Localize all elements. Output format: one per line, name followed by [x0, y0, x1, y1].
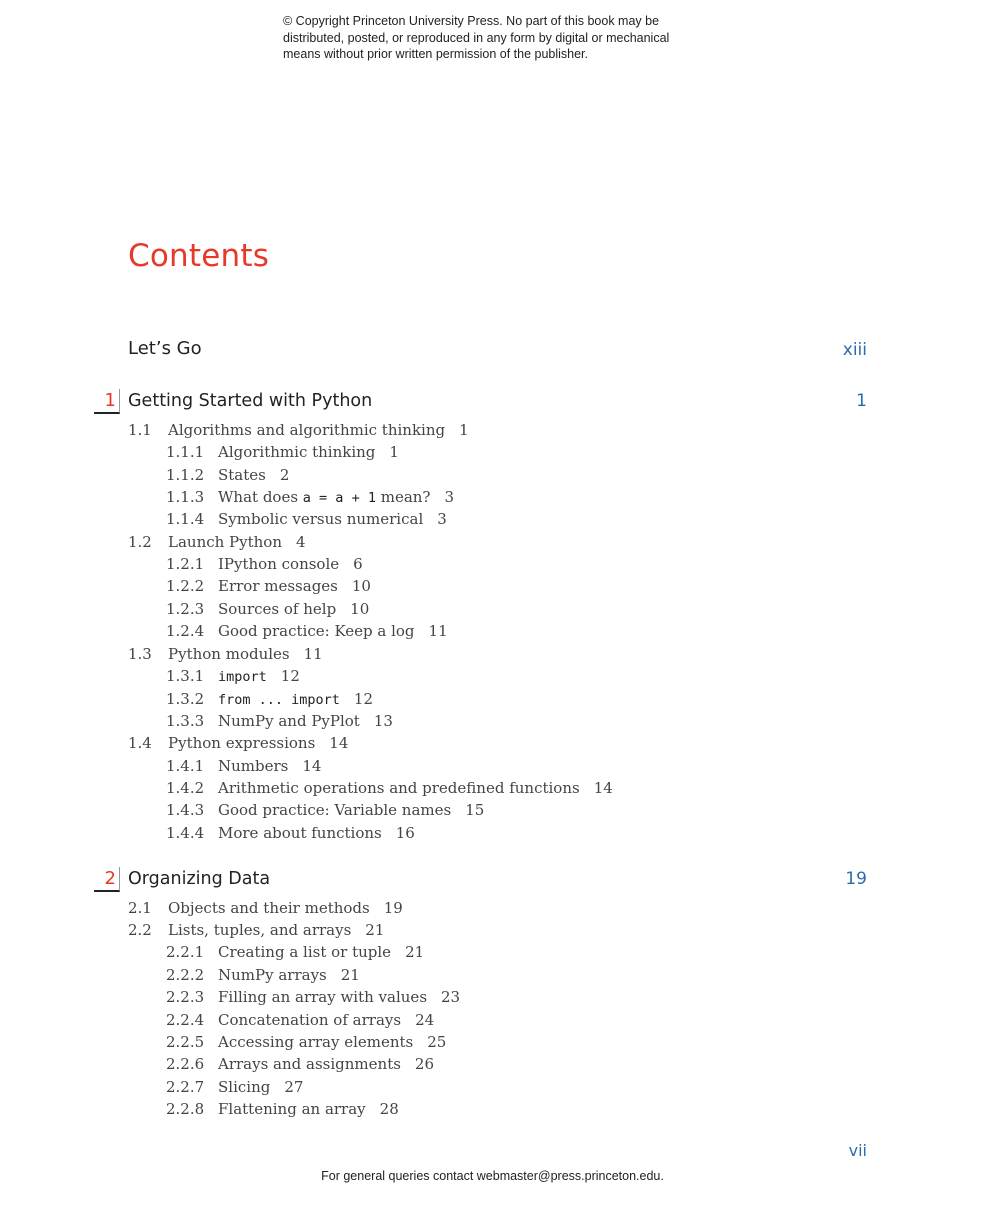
section-title: Lists, tuples, and arrays [168, 921, 352, 939]
section-number: 1.1 [128, 421, 152, 439]
toc-subsection [166, 778, 613, 798]
toc-subsection [166, 689, 373, 710]
copyright-line: distributed, posted, or reproduced in any form by digital or mechanical [283, 30, 670, 45]
toc-subsection [166, 1054, 434, 1074]
subsection-page: 25 [427, 1033, 447, 1051]
section-number: 1.3 [128, 645, 152, 663]
subsection-title: Good practice: Variable names [218, 801, 452, 819]
subsection-title: Good practice: Keep a log [218, 622, 415, 640]
section-page: 21 [365, 921, 385, 939]
subsection-number: 1.2.2 [166, 577, 205, 595]
chapter-title: Organizing Data [128, 869, 271, 889]
subsection-page: 10 [350, 600, 370, 618]
toc-subsection [166, 965, 360, 985]
subsection-page: 12 [280, 667, 300, 685]
toc-subsection [166, 599, 369, 619]
page-title: Contents [128, 238, 270, 274]
section-number: 2.2 [128, 921, 152, 939]
toc-subsection [166, 666, 300, 687]
subsection-page: 24 [415, 1011, 435, 1029]
subsection-page: 27 [284, 1078, 304, 1096]
subsection-number: 2.2.4 [166, 1011, 205, 1029]
copyright-line: © Copyright Princeton University Press. No part of this book may be [283, 14, 660, 28]
subsection-number: 1.4.1 [166, 757, 205, 775]
subsection-page: 21 [405, 943, 425, 961]
section-title: Objects and their methods [168, 899, 370, 917]
subsection-title: Concatenation of arrays [218, 1011, 402, 1029]
section-page: 19 [383, 899, 403, 917]
subsection-title: Algorithmic thinking [218, 443, 376, 461]
section-number: 2.1 [128, 899, 152, 917]
subsection-number: 2.2.1 [166, 943, 205, 961]
section-title: Launch Python [168, 533, 283, 551]
subsection-title-code: import [218, 669, 267, 685]
subsection-number: 1.1.4 [166, 510, 205, 528]
subsection-number: 1.3.1 [166, 667, 205, 685]
subsection-page: 1 [389, 443, 399, 461]
subsection-number: 2.2.2 [166, 966, 205, 984]
subsection-page: 6 [353, 555, 363, 573]
section-number: 1.2 [128, 533, 152, 551]
subsection-page: 23 [441, 988, 461, 1006]
subsection-number: 1.4.4 [166, 824, 205, 842]
subsection-title: NumPy and PyPlot [218, 712, 360, 730]
subsection-title: Creating a list or tuple [218, 943, 392, 961]
chapter-page: 1 [856, 391, 867, 411]
section-number: 1.4 [128, 734, 152, 752]
chapter-page: 19 [845, 869, 867, 889]
toc-section [128, 733, 348, 753]
subsection-title: Filling an array with values [218, 988, 428, 1006]
toc-subsection [166, 711, 393, 731]
toc-subsection [166, 942, 424, 962]
section-title: Python modules [168, 645, 290, 663]
chapter-number: 2 [94, 867, 120, 892]
subsection-page: 12 [353, 690, 374, 708]
footer-contact: For general queries contact webmaster@press.princeton.edu. [321, 1169, 664, 1183]
toc-subsection [166, 442, 399, 462]
subsection-page: 13 [373, 712, 393, 730]
subsection-title: Accessing array elements [218, 1033, 414, 1051]
subsection-page: 26 [414, 1055, 435, 1073]
subsection-title: IPython console [218, 555, 340, 573]
subsection-number: 1.3.2 [166, 690, 205, 708]
subsection-title-text: mean? [375, 488, 431, 506]
copyright-notice [283, 13, 723, 63]
toc-subsection [166, 823, 415, 843]
subsection-number: 2.2.6 [166, 1055, 205, 1073]
subsection-number: 1.2.1 [166, 555, 205, 573]
subsection-page: 10 [351, 577, 371, 595]
subsection-number: 2.2.7 [166, 1078, 205, 1096]
toc-subsection [166, 987, 460, 1007]
toc-section [128, 920, 384, 940]
subsection-number: 2.2.5 [166, 1033, 205, 1051]
subsection-title: Slicing [218, 1078, 271, 1096]
subsection-title-text: What does [218, 488, 303, 506]
toc-subsection [166, 621, 448, 641]
section-page: 4 [296, 533, 306, 551]
toc-subsection [166, 800, 484, 820]
page-folio: vii [848, 1141, 867, 1160]
chapter-number: 1 [94, 389, 120, 414]
subsection-page: 3 [444, 488, 455, 506]
toc-subsection [166, 756, 321, 776]
front-matter-page: xiii [842, 340, 867, 360]
toc-subsection [166, 487, 454, 508]
subsection-page: 11 [428, 622, 448, 640]
toc-subsection [166, 1077, 303, 1097]
subsection-title: Arithmetic operations and predefined functions [218, 779, 580, 797]
section-title: Python expressions [168, 734, 316, 752]
section-page: 14 [329, 734, 349, 752]
subsection-page: 21 [340, 966, 360, 984]
section-title: Algorithms and algorithmic thinking [168, 421, 446, 439]
subsection-title-code: a = a + 1 [302, 490, 376, 506]
subsection-number: 1.2.3 [166, 600, 205, 618]
subsection-number: 1.1.2 [166, 466, 205, 484]
toc-subsection [166, 509, 447, 529]
front-matter-title: Let’s Go [128, 338, 202, 359]
toc-section [128, 532, 306, 552]
subsection-title: NumPy arrays [218, 966, 327, 984]
toc-section [128, 644, 323, 664]
toc-subsection [166, 554, 363, 574]
subsection-number: 1.1.3 [166, 488, 205, 506]
chapter-heading [0, 867, 985, 893]
subsection-title: More about functions [218, 824, 382, 842]
subsection-page: 15 [465, 801, 485, 819]
subsection-title: Error messages [218, 577, 338, 595]
subsection-title: Arrays and assignments [218, 1055, 401, 1073]
subsection-number: 2.2.3 [166, 988, 205, 1006]
subsection-number: 1.2.4 [166, 622, 205, 640]
toc-subsection [166, 1032, 446, 1052]
subsection-title: Numbers [218, 757, 289, 775]
section-page: 1 [459, 421, 469, 439]
subsection-number: 1.1.1 [166, 443, 205, 461]
toc-section [128, 898, 403, 918]
chapter-heading [0, 389, 985, 415]
section-page: 11 [303, 645, 323, 663]
subsection-number: 2.2.8 [166, 1100, 205, 1118]
toc-subsection [166, 1099, 399, 1119]
subsection-title: States [218, 466, 266, 484]
copyright-line: means without prior written permission of the publisher. [283, 47, 589, 61]
subsection-page: 28 [379, 1100, 399, 1118]
subsection-page: 16 [395, 824, 415, 842]
toc-subsection [166, 1010, 434, 1030]
toc-section [128, 420, 469, 440]
subsection-page: 14 [302, 757, 322, 775]
subsection-page: 14 [593, 779, 613, 797]
chapter-title: Getting Started with Python [128, 391, 373, 411]
subsection-number: 1.4.2 [166, 779, 205, 797]
subsection-title: Flattening an array [218, 1100, 366, 1118]
subsection-number: 1.4.3 [166, 801, 205, 819]
subsection-title: Sources of help [218, 600, 337, 618]
subsection-page: 3 [437, 510, 447, 528]
toc-subsection [166, 465, 289, 485]
subsection-number: 1.3.3 [166, 712, 205, 730]
subsection-title-code: from ... import [218, 692, 340, 708]
subsection-title: Symbolic versus numerical [218, 510, 424, 528]
subsection-page: 2 [279, 466, 290, 484]
toc-subsection [166, 576, 371, 596]
